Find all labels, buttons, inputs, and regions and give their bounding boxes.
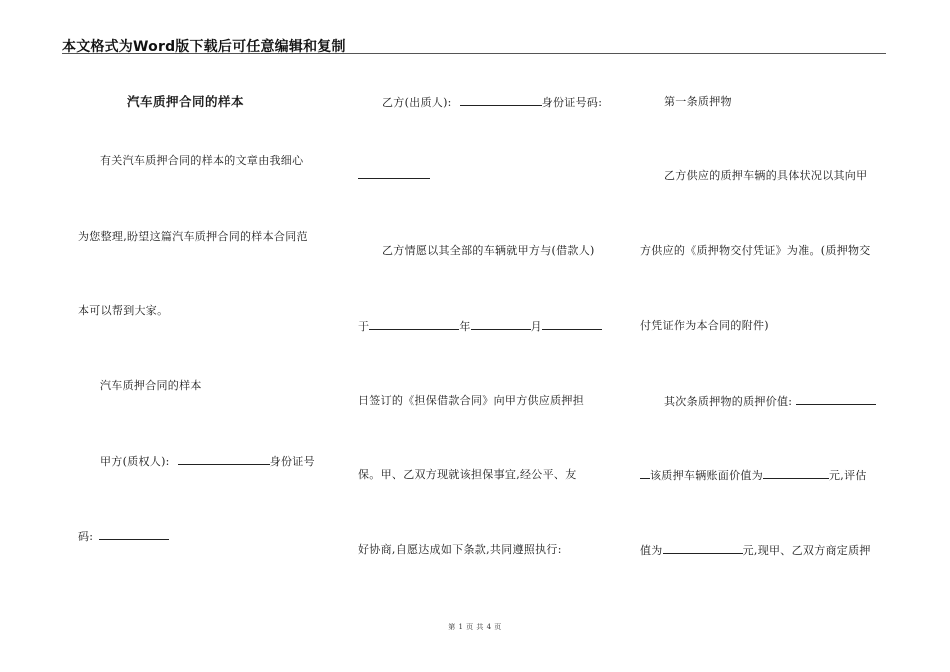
- article-2-line-2: [640, 468, 867, 483]
- pledge-value-blank: [796, 394, 876, 405]
- pledge-value-blank-cont: [640, 468, 650, 479]
- book-value-label: 该质押车辆账面价值为: [650, 469, 763, 482]
- article-2-line-3: [640, 543, 871, 558]
- party-b-id-blank: [358, 168, 430, 179]
- date-prefix: 于: [358, 320, 370, 333]
- book-value-unit: 元,评估: [829, 469, 867, 482]
- date-day-blank: [542, 319, 602, 330]
- party-a-line: [100, 454, 315, 469]
- article-1-line-3: 付凭证作为本合同的附件): [640, 319, 769, 332]
- page-number: 第 1 页 共 4 页: [448, 623, 502, 631]
- document-title: 汽车质押合同的样本: [127, 94, 245, 109]
- appraised-value-blank: [663, 543, 743, 554]
- party-a-id-line: [78, 529, 169, 544]
- party-a-name-blank: [178, 454, 270, 465]
- party-a-id-label: 身份证号: [269, 455, 315, 468]
- party-b-label: 乙方(出质人):: [382, 96, 452, 109]
- agreement-line-4: 好协商,自愿达成如下条款,共同遵照执行:: [358, 543, 562, 556]
- date-month-blank: [471, 319, 531, 330]
- intro-line-1: 有关汽车质押合同的样本的文章由我细心: [100, 154, 304, 167]
- article-1-line-2: 方供应的《质押物交付凭证》为准。(质押物交: [640, 244, 871, 257]
- party-a-id-label-cont: 码:: [78, 530, 94, 543]
- article-1-heading: 第一条质押物: [664, 95, 732, 108]
- intro-line-2: 为您整理,盼望这篇汽车质押合同的样本合同范: [78, 230, 308, 243]
- date-year-blank: [369, 319, 459, 330]
- header-divider: [62, 53, 886, 54]
- date-month-label: 月: [530, 320, 542, 333]
- book-value-blank: [763, 468, 829, 479]
- party-a-label: 甲方(质权人):: [100, 455, 170, 468]
- party-b-name-blank: [460, 95, 542, 106]
- document-banner: 本文格式为Word版下载后可任意编辑和复制: [62, 39, 346, 55]
- appraised-value-unit: 元,现甲、乙双方商定质押: [742, 544, 871, 557]
- party-b-id-line: [358, 168, 430, 183]
- article-1-line-1: 乙方供应的质押车辆的具体状况以其向甲: [664, 169, 868, 182]
- contract-subtitle: 汽车质押合同的样本: [100, 379, 202, 392]
- date-year-label: 年: [459, 320, 471, 333]
- appraised-value-label: 值为: [640, 544, 663, 557]
- agreement-line-1: 乙方情愿以其全部的车辆就甲方与(借款人): [382, 244, 595, 257]
- agreement-date-line: [358, 319, 602, 334]
- agreement-line-3: 保。甲、乙双方现就该担保事宜,经公平、友: [358, 468, 577, 481]
- party-b-line: [382, 95, 602, 110]
- party-b-id-label: 身份证号码:: [541, 96, 603, 109]
- party-a-id-blank: [99, 529, 169, 540]
- article-2-heading: 其次条质押物的质押价值:: [664, 395, 793, 408]
- article-2-line-1: [664, 394, 876, 409]
- agreement-line-2: 日签订的《担保借款合同》向甲方供应质押担: [358, 394, 584, 407]
- intro-line-3: 本可以帮到大家。: [78, 304, 169, 317]
